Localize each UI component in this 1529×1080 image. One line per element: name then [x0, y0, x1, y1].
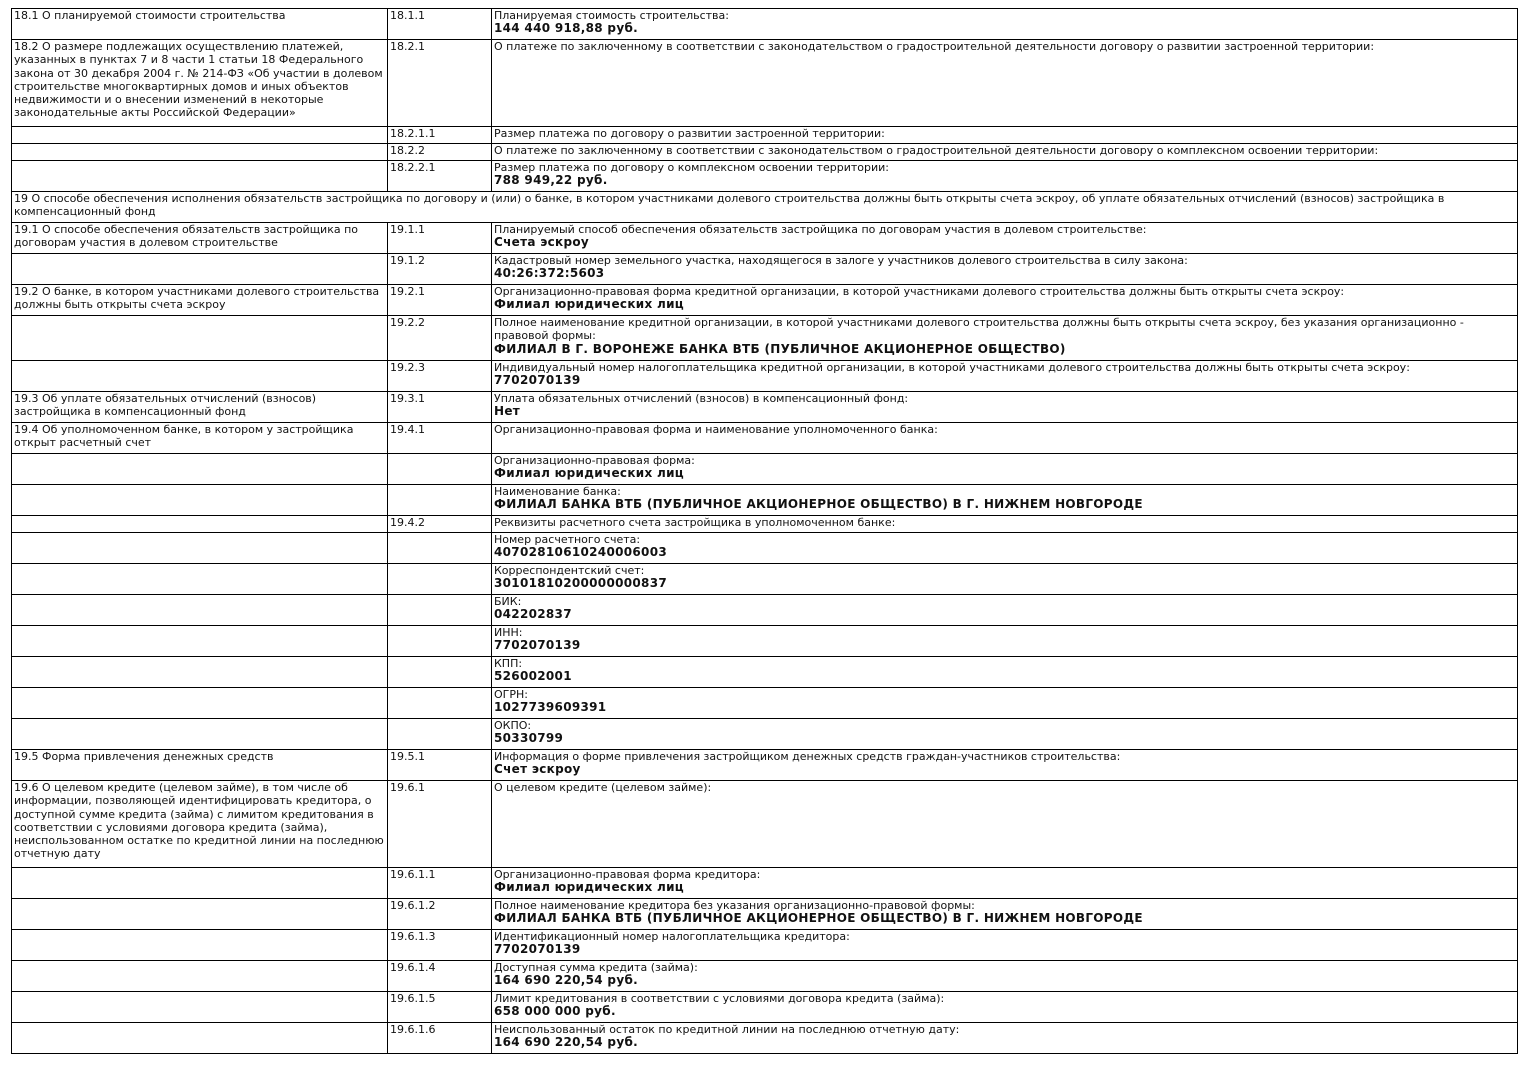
item-label: ИНН:: [494, 626, 523, 639]
item-content-cell: [492, 454, 1518, 485]
section-title-cell: [12, 992, 388, 1023]
item-code-cell: [388, 361, 492, 392]
table-row: [12, 899, 1518, 930]
item-content-cell: [492, 750, 1518, 781]
item-content-cell: [492, 961, 1518, 992]
item-code-cell: [388, 9, 492, 40]
section-title: 19.3 Об уплате обязательных отчислений (взносов) застройщика в компенсационный фонд: [14, 392, 317, 419]
section-title-cell: [12, 454, 388, 485]
section-title-cell: [12, 161, 388, 192]
item-content-cell: [492, 781, 1518, 868]
table-row: [12, 423, 1518, 454]
item-code-cell: [388, 285, 492, 316]
item-content-cell: [492, 40, 1518, 127]
item-content-cell: [492, 992, 1518, 1023]
item-code: 19.3.1: [390, 392, 425, 405]
item-value: Счета эскроу: [494, 235, 590, 250]
item-label: ОГРН:: [494, 688, 528, 701]
item-content-cell: [492, 127, 1518, 144]
item-code: 18.2.2: [390, 144, 425, 157]
item-label: Планируемый способ обеспечения обязательств застройщика по договорам участия в долевом строительстве:: [494, 223, 1147, 236]
section-title: 19.1 О способе обеспечения обязательств застройщика по договорам участия в долевом строительстве: [14, 223, 359, 250]
table-row: [12, 223, 1518, 254]
table-row: [12, 595, 1518, 626]
section-title-cell: [12, 40, 388, 127]
item-code-cell: [388, 40, 492, 127]
item-code: 19.6.1.4: [390, 961, 436, 974]
item-value: 7702070139: [494, 942, 581, 957]
section-title-cell: [12, 485, 388, 516]
section-title-cell: [12, 361, 388, 392]
item-label: Полное наименование кредитора без указания организационно-правовой формы:: [494, 899, 975, 912]
item-value: 164 690 220,54 руб.: [494, 1035, 638, 1050]
item-content-cell: [492, 626, 1518, 657]
item-code-cell: [388, 719, 492, 750]
item-code: 19.4.1: [390, 423, 425, 436]
table-row: [12, 316, 1518, 361]
item-value: 042202837: [494, 607, 572, 622]
item-code: 19.6.1.5: [390, 992, 436, 1005]
item-value: 7702070139: [494, 373, 581, 388]
item-value: Филиал юридических лиц: [494, 297, 684, 312]
item-content-cell: [492, 423, 1518, 454]
table-row: [12, 719, 1518, 750]
item-content-cell: [492, 564, 1518, 595]
item-content-cell: [492, 688, 1518, 719]
item-content-cell: [492, 485, 1518, 516]
item-code: 19.6.1: [390, 781, 425, 794]
table-row: [12, 626, 1518, 657]
item-code-cell: [388, 454, 492, 485]
section-title-cell: [12, 626, 388, 657]
item-code-cell: [388, 750, 492, 781]
table-row: [12, 750, 1518, 781]
item-value: Нет: [494, 404, 521, 419]
item-label: Идентификационный номер налогоплательщика кредитора:: [494, 930, 850, 943]
item-label: Планируемая стоимость строительства:: [494, 9, 729, 22]
item-code-cell: [388, 688, 492, 719]
table-row: [12, 161, 1518, 192]
item-label: О платеже по заключенному в соответствии с законодательством о градостроительной деятельности договору о развитии застроенной территории:: [494, 40, 1375, 53]
item-value: ФИЛИАЛ БАНКА ВТБ (ПУБЛИЧНОЕ АКЦИОНЕРНОЕ ОБЩЕСТВО) В Г. НИЖНЕМ НОВГОРОДЕ: [494, 497, 1143, 512]
table-row: [12, 992, 1518, 1023]
item-code-cell: [388, 930, 492, 961]
section-title-cell: [12, 781, 388, 868]
item-code: 18.2.1.1: [390, 127, 436, 140]
declaration-table: [11, 8, 1518, 1054]
item-code: 19.6.1.3: [390, 930, 436, 943]
item-label: Лимит кредитования в соответствии с условиями договора кредита (займа):: [494, 992, 945, 1005]
item-label: Организационно-правовая форма и наименование уполномоченного банка:: [494, 423, 938, 436]
table-row: [12, 485, 1518, 516]
item-value: ФИЛИАЛ БАНКА ВТБ (ПУБЛИЧНОЕ АКЦИОНЕРНОЕ ОБЩЕСТВО) В Г. НИЖНЕМ НОВГОРОДЕ: [494, 911, 1143, 926]
item-code: 19.2.3: [390, 361, 425, 374]
section-title-cell: [12, 392, 388, 423]
item-code: 18.1.1: [390, 9, 425, 22]
item-code-cell: [388, 595, 492, 626]
section-title-cell: [12, 254, 388, 285]
section-title-cell: [12, 719, 388, 750]
item-label: Наименование банка:: [494, 485, 621, 498]
table-row: [12, 961, 1518, 992]
item-content-cell: [492, 899, 1518, 930]
item-code: 19.2.2: [390, 316, 425, 329]
section-title: 18.1 О планируемой стоимости строительства: [14, 9, 286, 22]
item-content-cell: [492, 595, 1518, 626]
section-title-cell: [12, 127, 388, 144]
item-content-cell: [492, 254, 1518, 285]
item-content-cell: [492, 316, 1518, 361]
section-title-cell: [12, 516, 388, 533]
item-code-cell: [388, 223, 492, 254]
item-code-cell: [388, 423, 492, 454]
item-value: 164 690 220,54 руб.: [494, 973, 638, 988]
item-content-cell: [492, 361, 1518, 392]
table-row: [12, 40, 1518, 127]
table-row: [12, 392, 1518, 423]
item-label: Уплата обязательных отчислений (взносов) в компенсационный фонд:: [494, 392, 909, 405]
item-code: 18.2.1: [390, 40, 425, 53]
item-label: Полное наименование кредитной организации, в которой участниками долевого строительства должны быть открыты счета эскроу, без указания организационно - правовой формы:: [494, 316, 1464, 343]
item-code: 19.1.2: [390, 254, 425, 267]
section-title-cell: [12, 899, 388, 930]
table-row: [12, 285, 1518, 316]
section-title: 19.5 Форма привлечения денежных средств: [14, 750, 274, 763]
item-code-cell: [388, 533, 492, 564]
item-code-cell: [388, 316, 492, 361]
table-row: [12, 1023, 1518, 1054]
item-code-cell: [388, 392, 492, 423]
item-code: 19.1.1: [390, 223, 425, 236]
item-code-cell: [388, 868, 492, 899]
item-code-cell: [388, 127, 492, 144]
section-title-cell: [12, 423, 388, 454]
item-value: 40:26:372:5603: [494, 266, 605, 281]
item-code-cell: [388, 781, 492, 868]
item-code-cell: [388, 144, 492, 161]
item-code-cell: [388, 899, 492, 930]
item-code-cell: [388, 1023, 492, 1054]
section-title-cell: [12, 657, 388, 688]
item-value: Филиал юридических лиц: [494, 880, 684, 895]
section-title: 18.2 О размере подлежащих осуществлению платежей, указанных в пунктах 7 и 8 части 1 статьи 18 Федерального закона от 30 декабря 2004 г. № 214-ФЗ «Об участии в долевом строительстве многоквартирных домов и иных объектов недвижимости и о внесении изменений в некоторые законодательные акты Российской Федерации»: [14, 40, 383, 120]
section-heading-cell: [12, 192, 1518, 223]
item-code: 19.6.1.2: [390, 899, 436, 912]
item-label: Индивидуальный номер налогоплательщика кредитной организации, в которой участниками долевого строительства должны быть открыты счета эскроу:: [494, 361, 1410, 374]
item-code-cell: [388, 161, 492, 192]
section-title: 19.6 О целевом кредите (целевом займе), в том числе об информации, позволяющей идентифицировать кредитора, о доступной сумме кредита (займа) с лимитом кредитования в соответствии с условиями договора кредита (займа), неиспользованном остатке по кредитной линии на последнюю отчетную дату: [14, 781, 384, 861]
item-content-cell: [492, 144, 1518, 161]
table-row: [12, 688, 1518, 719]
item-content-cell: [492, 285, 1518, 316]
table-row: [12, 781, 1518, 868]
item-value: 658 000 000 руб.: [494, 1004, 616, 1019]
section-title-cell: [12, 868, 388, 899]
table-row: [12, 516, 1518, 533]
table-row: [12, 144, 1518, 161]
item-code: 18.2.2.1: [390, 161, 436, 174]
item-code: 19.6.1.6: [390, 1023, 436, 1036]
item-content-cell: [492, 719, 1518, 750]
item-content-cell: [492, 392, 1518, 423]
table-row: [12, 533, 1518, 564]
section-title-cell: [12, 1023, 388, 1054]
section-heading: 19 О способе обеспечения исполнения обязательств застройщика по договору и (или) о банке, в котором участниками долевого строительства должны быть открыты счета эскроу, об уплате обязательных отчислений (взносов) застройщика в компенсационный фонд: [14, 192, 1445, 219]
item-content-cell: [492, 1023, 1518, 1054]
item-value: 30101810200000000837: [494, 576, 667, 591]
section-title: 19.4 Об уполномоченном банке, в котором у застройщика открыт расчетный счет: [14, 423, 354, 450]
item-code-cell: [388, 516, 492, 533]
section-title-cell: [12, 750, 388, 781]
table-row: [12, 454, 1518, 485]
item-value: 7702070139: [494, 638, 581, 653]
section-title-cell: [12, 930, 388, 961]
item-label: КПП:: [494, 657, 523, 670]
table-row: [12, 868, 1518, 899]
item-value: 50330799: [494, 731, 564, 746]
item-code-cell: [388, 657, 492, 688]
item-code-cell: [388, 961, 492, 992]
item-value: 144 440 918,88 руб.: [494, 21, 638, 36]
item-value: 40702810610240006003: [494, 545, 667, 560]
item-content-cell: [492, 161, 1518, 192]
table-row: [12, 361, 1518, 392]
item-value: 788 949,22 руб.: [494, 173, 608, 188]
section-title-cell: [12, 564, 388, 595]
item-code-cell: [388, 564, 492, 595]
item-label: Размер платежа по договору о развитии застроенной территории:: [494, 127, 885, 140]
item-label: О платеже по заключенному в соответствии с законодательством о градостроительной деятельности договору о комплексном освоении территории:: [494, 144, 1379, 157]
item-content-cell: [492, 9, 1518, 40]
table-row: [12, 192, 1518, 223]
item-content-cell: [492, 223, 1518, 254]
item-code: 19.5.1: [390, 750, 425, 763]
table-row: [12, 930, 1518, 961]
item-value: 526002001: [494, 669, 572, 684]
section-title-cell: [12, 9, 388, 40]
table-row: [12, 9, 1518, 40]
section-title-cell: [12, 285, 388, 316]
item-label: Организационно-правовая форма кредитной организации, в которой участниками долевого строительства должны быть открыты счета эскроу:: [494, 285, 1345, 298]
item-value: 1027739609391: [494, 700, 607, 715]
item-code-cell: [388, 626, 492, 657]
item-label: Реквизиты расчетного счета застройщика в уполномоченном банке:: [494, 516, 896, 529]
item-value: Филиал юридических лиц: [494, 466, 684, 481]
item-label: БИК:: [494, 595, 522, 608]
item-value: Счет эскроу: [494, 762, 581, 777]
table-row: [12, 564, 1518, 595]
item-label: Доступная сумма кредита (займа):: [494, 961, 698, 974]
item-label: Номер расчетного счета:: [494, 533, 641, 546]
section-title-cell: [12, 533, 388, 564]
item-code: 19.4.2: [390, 516, 425, 529]
section-title-cell: [12, 961, 388, 992]
item-code-cell: [388, 254, 492, 285]
item-content-cell: [492, 533, 1518, 564]
item-value: ФИЛИАЛ В Г. ВОРОНЕЖЕ БАНКА ВТБ (ПУБЛИЧНОЕ АКЦИОНЕРНОЕ ОБЩЕСТВО): [494, 341, 1066, 356]
item-content-cell: [492, 930, 1518, 961]
section-title-cell: [12, 144, 388, 161]
item-label: Организационно-правовая форма:: [494, 454, 695, 467]
item-label: ОКПО:: [494, 719, 532, 732]
section-title-cell: [12, 316, 388, 361]
item-code: 19.2.1: [390, 285, 425, 298]
item-code-cell: [388, 992, 492, 1023]
item-label: Кадастровый номер земельного участка, находящегося в залоге у участников долевого строительства в силу закона:: [494, 254, 1188, 267]
section-title: 19.2 О банке, в котором участниками долевого строительства должны быть открыты счета эскроу: [14, 285, 380, 312]
table-row: [12, 657, 1518, 688]
item-code-cell: [388, 485, 492, 516]
table-row: [12, 127, 1518, 144]
item-label: Организационно-правовая форма кредитора:: [494, 868, 761, 881]
item-content-cell: [492, 516, 1518, 533]
section-title-cell: [12, 595, 388, 626]
item-code: 19.6.1.1: [390, 868, 436, 881]
item-content-cell: [492, 657, 1518, 688]
item-label: О целевом кредите (целевом займе):: [494, 781, 712, 794]
item-content-cell: [492, 868, 1518, 899]
section-title-cell: [12, 223, 388, 254]
table-row: [12, 254, 1518, 285]
item-label: Неиспользованный остаток по кредитной линии на последнюю отчетную дату:: [494, 1023, 960, 1036]
declaration-table-body: [12, 9, 1518, 1054]
section-title-cell: [12, 688, 388, 719]
item-label: Корреспондентский счет:: [494, 564, 645, 577]
item-label: Размер платежа по договору о комплексном освоении территории:: [494, 161, 889, 174]
item-label: Информация о форме привлечения застройщиком денежных средств граждан-участников строительства:: [494, 750, 1121, 763]
